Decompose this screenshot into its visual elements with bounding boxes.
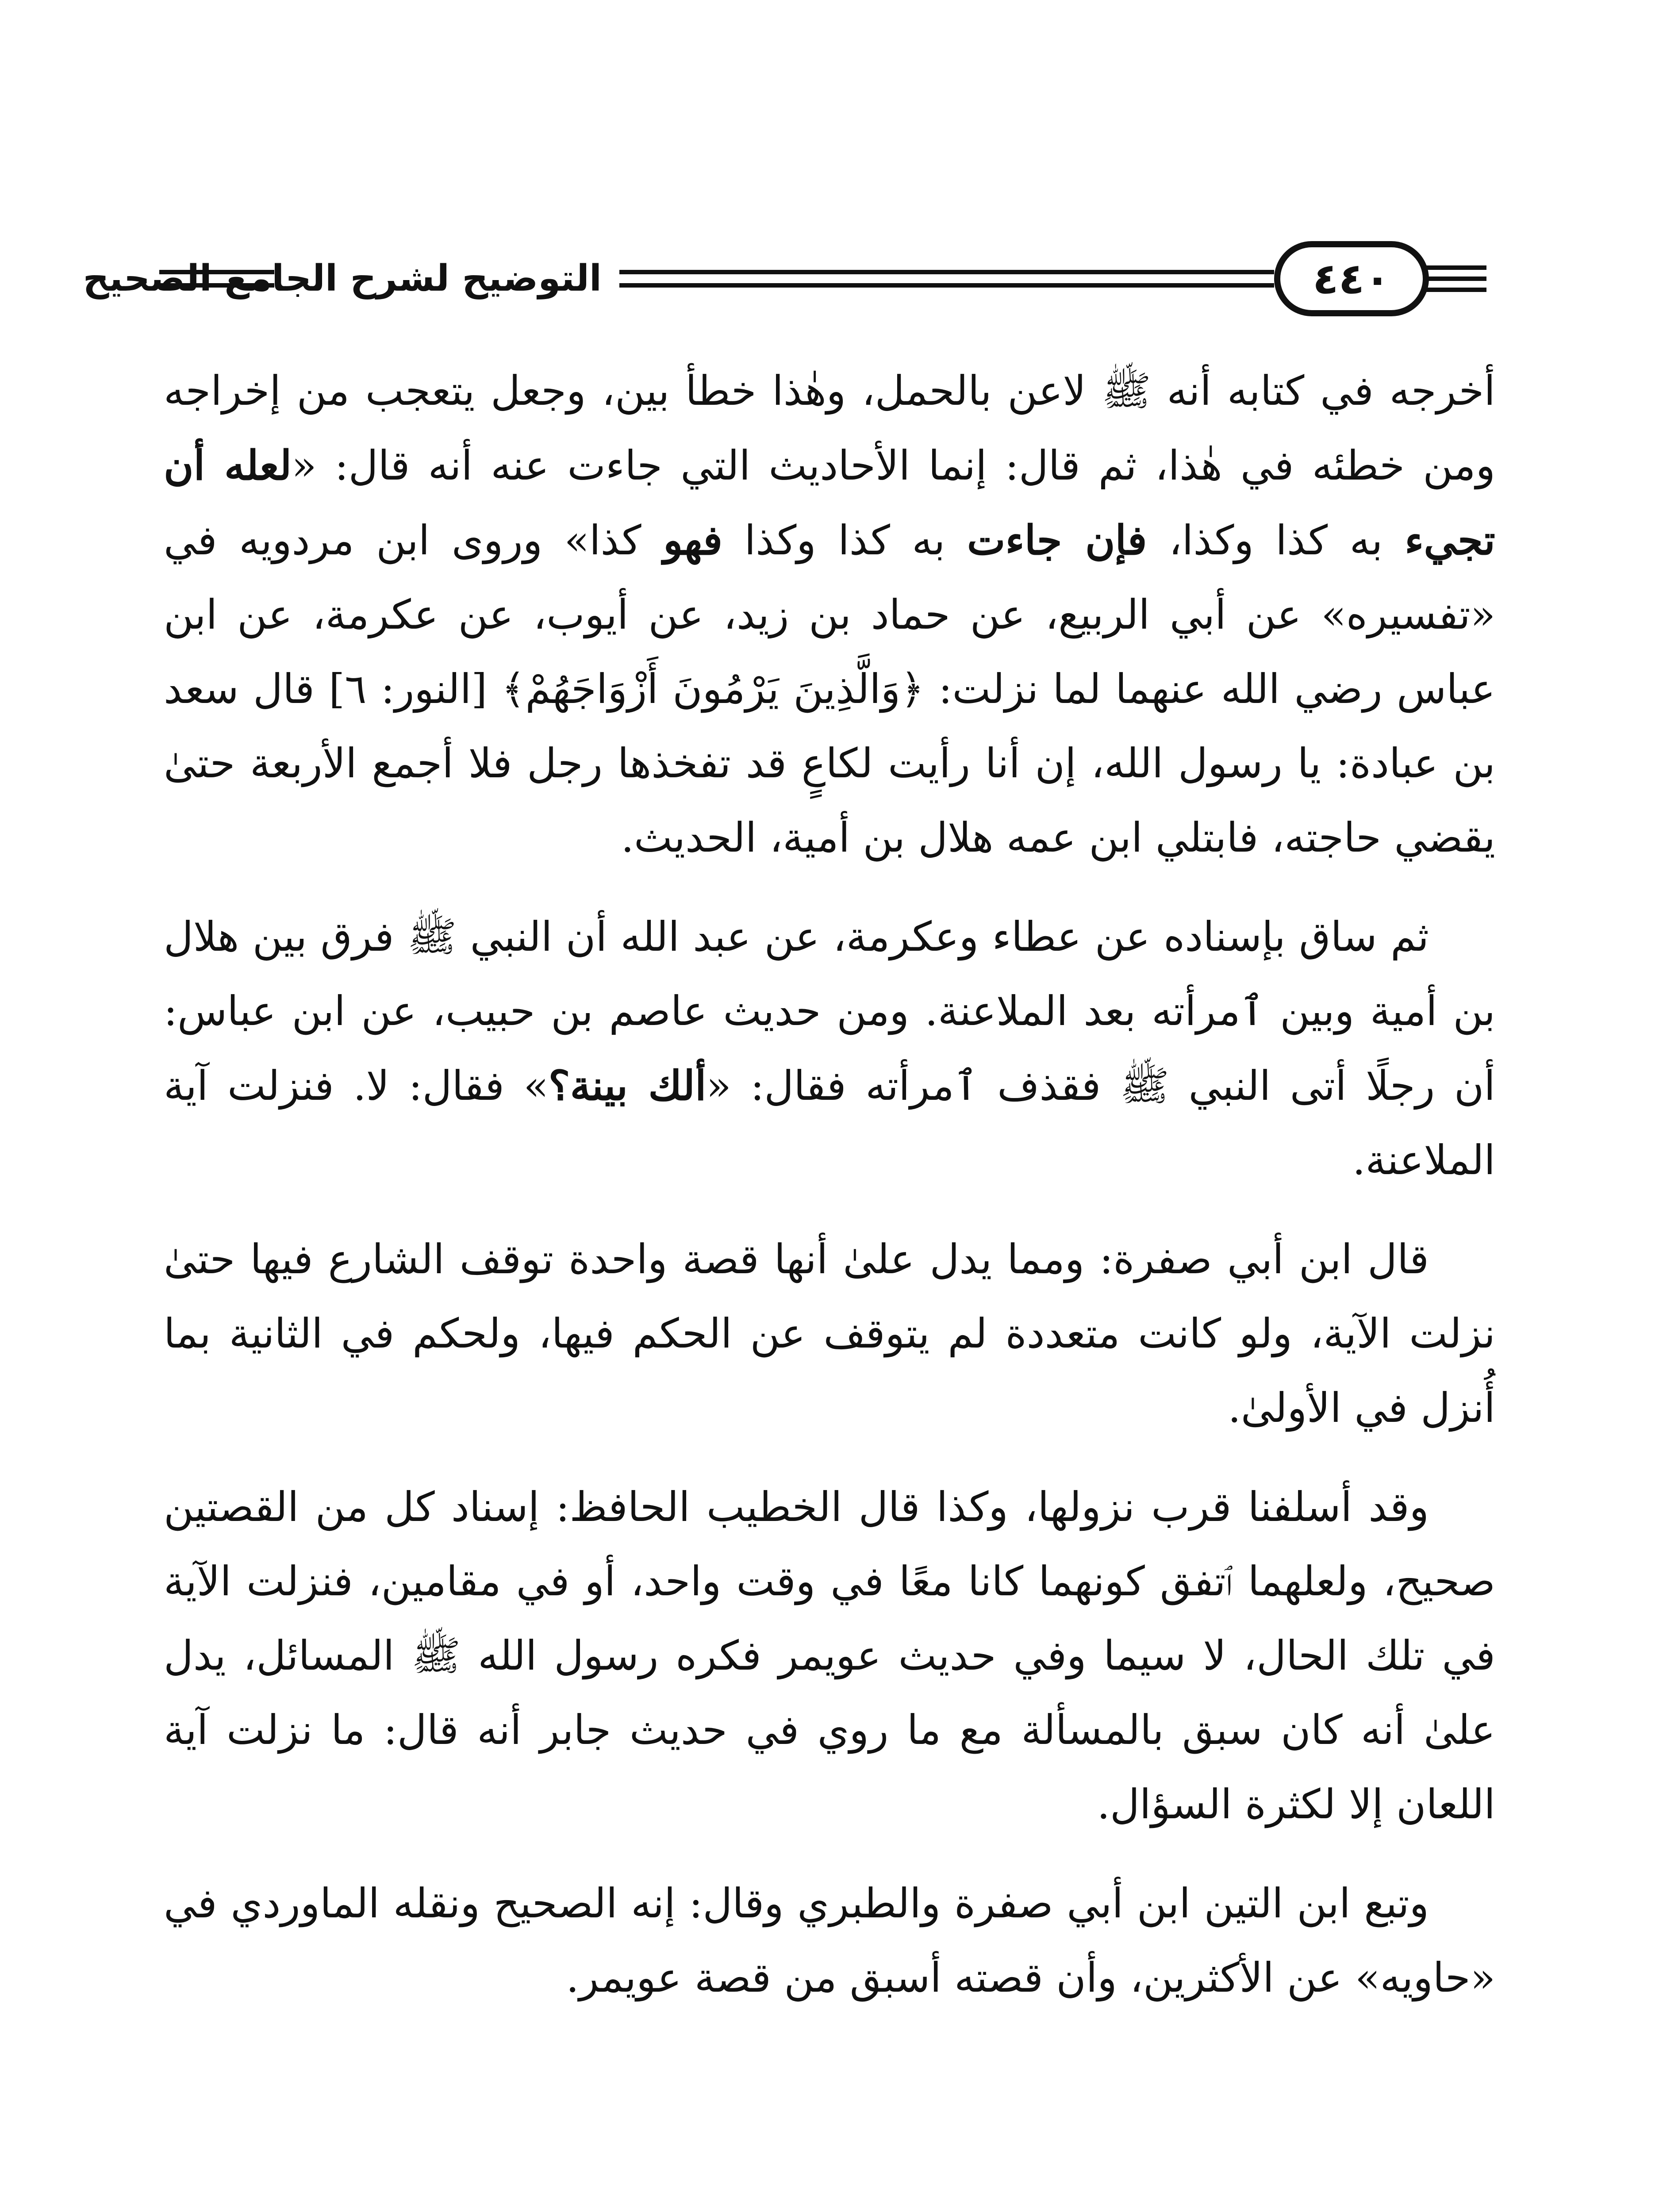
- page-header: [83, 230, 1486, 327]
- paragraph-2: [164, 900, 1495, 1198]
- paragraph-3: قال ابن أبي صفرة: ومما يدل علىٰ أنها قصة واحدة توقف الشارع فيها حتىٰ نزلت الآية، ولو كانت متعددة لم يتوقف عن الحكم فيها، ولحكم في الثانية بما أُنزل في الأولىٰ.: [164, 1236, 1496, 1432]
- paragraph-5: وتبع ابن التين ابن أبي صفرة والطبري وقال: إنه الصحيح ونقله الماوردي في «حاويه» عن الأكثرين، وأن قصته أسبق من قصة عويمر.: [164, 1880, 1495, 2001]
- header-rule-middle: [619, 270, 1274, 288]
- text-run: » فقال: لا. فنزلت آية الملاعنة.: [164, 1062, 1495, 1184]
- paragraph-1: [164, 354, 1495, 875]
- page-body: [164, 354, 1495, 2212]
- page-number: ٤٤٠: [1274, 241, 1429, 316]
- bold-text-run: لعله أن تجيء: [164, 442, 1496, 564]
- bold-text-run: ألك بينة؟: [548, 1062, 707, 1110]
- text-run: به كذا وكذا،: [1147, 517, 1405, 564]
- bold-text-run: فهو: [663, 516, 723, 564]
- text-run: أخرجه في كتابه أنه ﷺ لاعن بالحمل، وهٰذا خطأ بين، وجعل يتعجب من إخراجه ومن خطئه في هٰذا، ثم قال: إنما الأحاديث التي جاءت عنه أنه قال: «: [164, 367, 1495, 489]
- text-run: كذا» وروى ابن مردويه في «تفسيره» عن أبي الربيع، عن حماد بن زيد، عن أيوب، عن عكرمة، عن ابن عباس رضي الله عنهما لما نزلت: ﴿وَالَّذِينَ يَرْمُونَ أَزْوَاجَهُمْ﴾ [النور: ٦] قال سعد بن عبادة: يا رسول الله، إن أنا رأيت لكاعٍ قد تفخذها رجل فلا أجمع الأربعة حتىٰ يقضي حاجته، فابتلي ابن عمه هلال بن أمية، الحديث.: [164, 517, 1495, 861]
- book-title: التوضيح لشرح الجامع الصحيح: [83, 257, 602, 300]
- text-run: به كذا وكذا: [722, 517, 967, 564]
- bold-text-run: فإن جاءت: [967, 516, 1147, 564]
- paragraph-4: وقد أسلفنا قرب نزولها، وكذا قال الخطيب الحافظ: إسناد كل من القصتين صحيح، ولعلهما ٱتفق كونهما كانا معًا في وقت واحد، أو في مقامين، فنزلت الآية في تلك الحال، لا سيما وفي حديث عويمر فكره رسول الله ﷺ المسائل، يدل علىٰ أنه كان سبق بالمسألة مع ما روي في حديث جابر أنه قال: ما نزلت آية اللعان إلا لكثرة السؤال.: [164, 1483, 1496, 1828]
- header-ornament: [1425, 257, 1486, 301]
- text-run: ثم ساق بإسناده عن عطاء وعكرمة، عن عبد الله أن النبي ﷺ فرق بين هلال بن أمية وبين ٱمرأته بعد الملاعنة. ومن حديث عاصم بن حبيب، عن ابن عباس: أن رجلًا أتى النبي ﷺ فقذف ٱمرأته فقال: «: [164, 913, 1495, 1110]
